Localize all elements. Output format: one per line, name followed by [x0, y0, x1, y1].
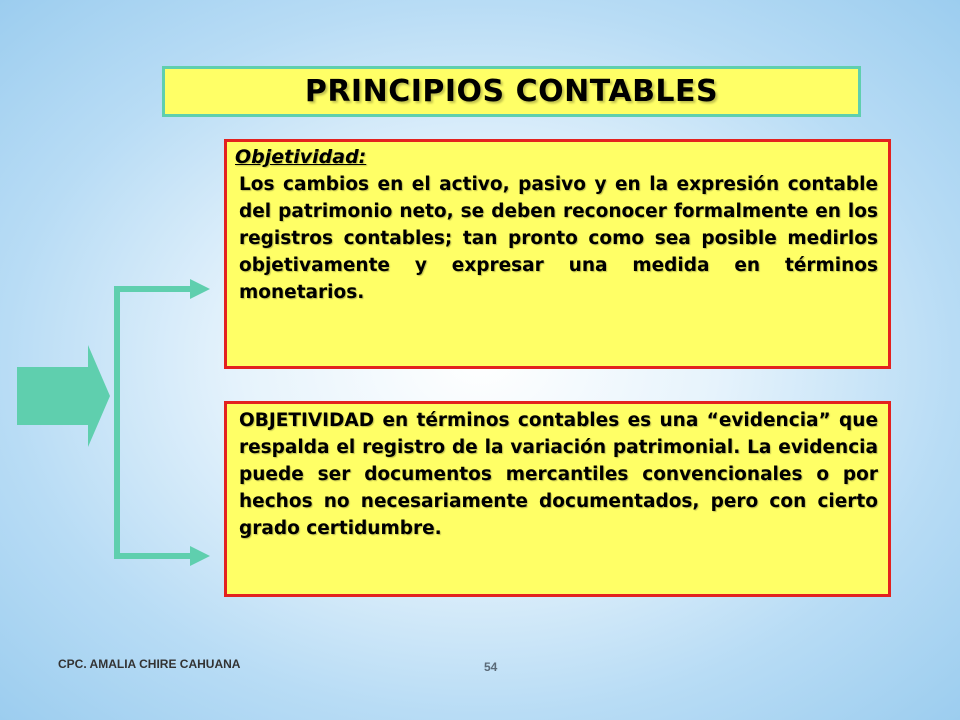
arrowhead-top-icon	[190, 279, 210, 299]
bracket-line	[117, 289, 196, 556]
objetividad-explanation-box	[224, 401, 891, 597]
arrowhead-bottom-icon	[190, 546, 210, 566]
author-footer: CPC. AMALIA CHIRE CAHUANA	[58, 657, 241, 671]
right-arrow-icon	[17, 345, 110, 447]
objetividad-definition-box	[224, 139, 891, 369]
explanation-text: OBJETIVIDAD en términos contables es una “evidencia” que respalda el registro de la variación patrimonial. La evidencia puede ser documentos mercantiles convencionales o por hechos no necesariamente documentados, pero con cierto grado certidumbre.	[239, 410, 878, 539]
title-banner	[162, 66, 861, 117]
definition-text: Los cambios en el activo, pasivo y en la expresión contable del patrimonio neto, se deben reconocer formalmente en los registros contables; tan pronto como sea posible medirlos objetivamente y expresar una medida en términos monetarios.	[239, 174, 878, 303]
section-heading: Objetividad:	[235, 146, 367, 168]
page-title: PRINCIPIOS CONTABLES	[304, 74, 719, 109]
page-number: 54	[484, 660, 498, 674]
